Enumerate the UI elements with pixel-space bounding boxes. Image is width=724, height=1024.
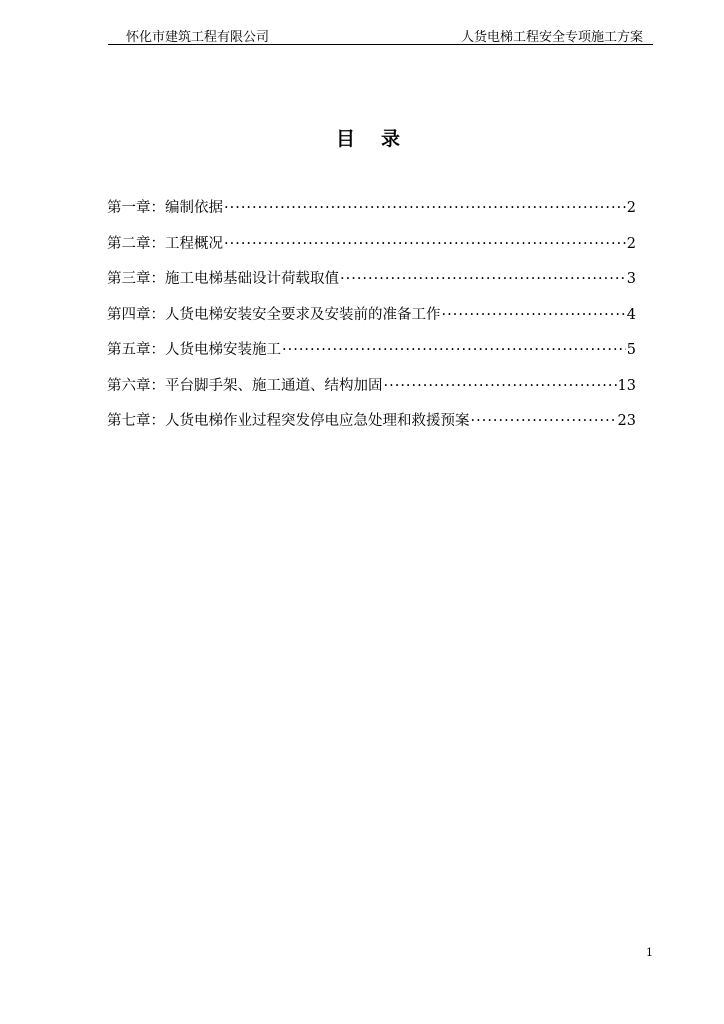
- toc-entry-chapter-6[interactable]: [107, 374, 636, 410]
- toc-entry-label: 编制依据: [165, 200, 223, 216]
- toc-chapter-number: 第五章：: [107, 342, 165, 358]
- toc-chapter-number: 第二章：: [107, 235, 165, 252]
- toc-entry-chapter-1[interactable]: [107, 196, 636, 232]
- toc-dot-leader: [384, 378, 617, 394]
- page-number: 1: [646, 946, 653, 959]
- toc-chapter-number: 第三章：: [107, 271, 165, 287]
- header-document-title: 人货电梯工程安全专项施工方案: [460, 30, 643, 45]
- toc-dot-leader: [282, 342, 626, 358]
- table-of-contents: [107, 196, 636, 445]
- toc-page-number: 5: [626, 342, 636, 358]
- toc-dot-leader: [224, 236, 626, 252]
- toc-page-number: 2: [626, 235, 636, 252]
- toc-entry-chapter-7[interactable]: [107, 409, 636, 445]
- toc-entry-chapter-4[interactable]: [107, 303, 636, 339]
- toc-entry-chapter-3[interactable]: [107, 267, 636, 303]
- toc-chapter-number: 第七章：: [107, 413, 165, 429]
- toc-entry-label: 人货电梯安装施工: [165, 342, 281, 358]
- toc-dot-leader: [340, 271, 626, 287]
- toc-entry-label: 人货电梯安装安全要求及安装前的准备工作: [165, 306, 441, 323]
- toc-chapter-number: 第一章：: [107, 200, 165, 216]
- header-company-name: 怀化市建筑工程有限公司: [126, 30, 270, 45]
- page-header: [108, 22, 653, 45]
- toc-entry-label: 人货电梯作业过程突发停电应急处理和救援预案: [165, 413, 470, 429]
- toc-entry-label: 工程概况: [165, 235, 223, 252]
- toc-dot-leader: [442, 307, 626, 323]
- toc-entry-label: 施工电梯基础设计荷载取值: [165, 271, 339, 287]
- toc-page-number: 3: [626, 271, 636, 287]
- toc-page-number: 4: [626, 306, 636, 323]
- toc-entry-chapter-5[interactable]: [107, 338, 636, 374]
- toc-dot-leader: [224, 200, 626, 216]
- toc-title: 目录: [335, 128, 426, 150]
- toc-page-number: 23: [617, 413, 636, 429]
- toc-page-number: 2: [626, 200, 636, 216]
- toc-page-number: 13: [617, 377, 636, 394]
- toc-dot-leader: [471, 413, 617, 429]
- toc-chapter-number: 第六章：: [107, 377, 165, 394]
- toc-entry-label: 平台脚手架、施工通道、结构加固: [165, 377, 383, 394]
- toc-chapter-number: 第四章：: [107, 306, 165, 323]
- toc-entry-chapter-2[interactable]: [107, 232, 636, 268]
